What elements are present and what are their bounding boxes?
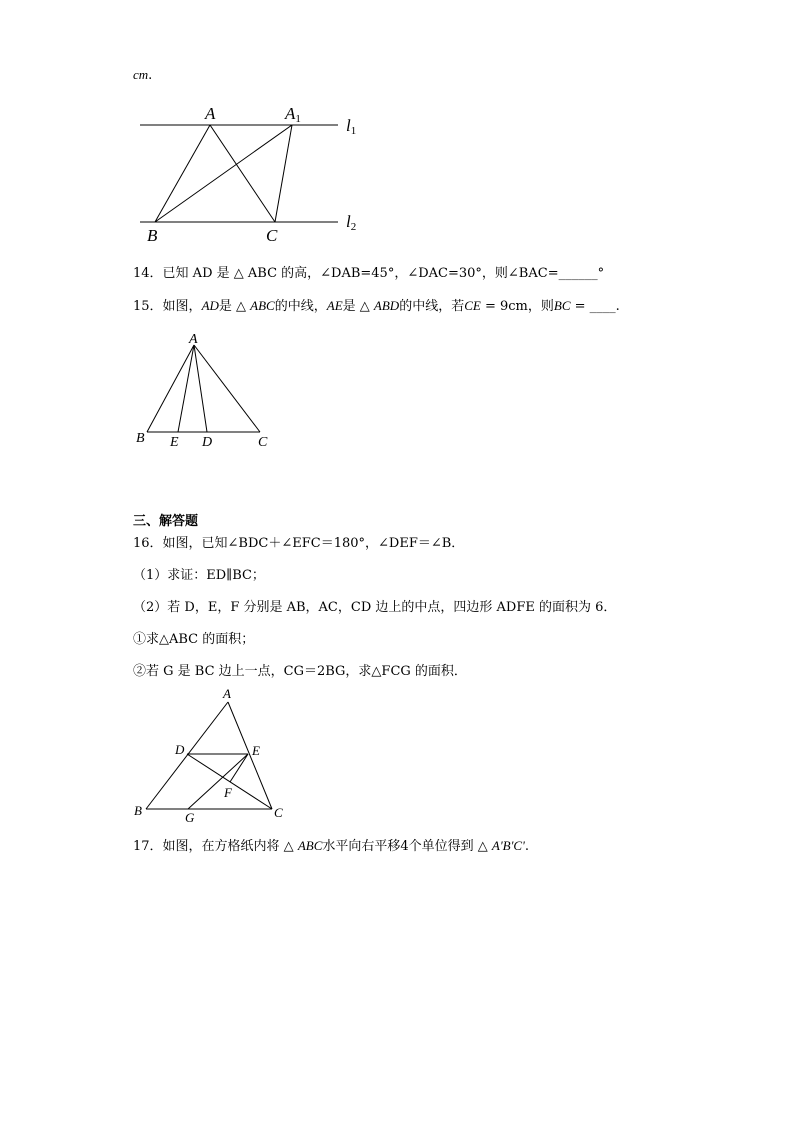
fig16-label-F: F — [224, 785, 232, 800]
fig16-label-D: D — [175, 742, 185, 757]
fig16-seg-AB — [146, 702, 228, 809]
fig15-label-A: A — [189, 332, 198, 347]
q15-t2: 是 △ — [218, 299, 251, 314]
fig16-label-A: A — [223, 686, 231, 701]
fig13-label-B: B — [147, 226, 158, 245]
fig13-label-A: A — [205, 104, 216, 123]
q13-unit: cm — [133, 67, 149, 82]
q16-part2: （2）若 D，E，F 分别是 AB，AC，CD 边上的中点，四边形 ADFE 的面积为 6． — [133, 600, 617, 615]
fig16-seg-AC — [228, 702, 272, 809]
q15-AD: AD — [201, 298, 219, 313]
q15-t4: 是 △ — [342, 299, 374, 314]
q15-BC: BC — [553, 298, 571, 313]
fig16-label-B: B — [134, 803, 142, 818]
q17-t3: . — [524, 839, 529, 854]
fig13-label-l2: l2 — [346, 212, 357, 233]
q16-sub1: ①求△ABC 的面积； — [133, 632, 255, 647]
q17-ABC: ABC — [297, 838, 323, 853]
q16-stem: 16．如图，已知∠BDC＋∠EFC＝180°，∠DEF＝∠B． — [133, 536, 465, 551]
fig16-label-E: E — [252, 743, 260, 758]
q15-num: 15． — [133, 299, 163, 314]
fig16-seg-GE — [188, 754, 248, 809]
fig16-label-G: G — [185, 810, 195, 825]
question-17 — [133, 837, 529, 856]
fig15-label-E: E — [170, 435, 179, 450]
fig16-seg-DC — [187, 754, 272, 809]
q15-ABD: ABD — [373, 298, 400, 313]
question-14: 14．已知 AD 是 △ ABC 的高，∠DAB=45°，∠DAC=30°，则∠BAC=______° — [133, 266, 605, 281]
q15-t3: 的中线， — [274, 299, 327, 314]
q15-t1: 如图， — [162, 299, 202, 314]
q17-ABC-prime: A'B'C' — [491, 838, 525, 853]
q17-t1: 如图，在方格纸内将 △ — [162, 839, 298, 854]
q15-eq1: = 9cm，则 — [480, 299, 554, 314]
q16-part1: （1）求证：ED∥BC； — [133, 568, 265, 583]
fig13-label-l1: l1 — [346, 116, 357, 137]
fig13-label-C: C — [266, 226, 278, 245]
q16-sub2: ②若 G 是 BC 边上一点，CG＝2BG，求△FCG 的面积． — [133, 664, 467, 679]
fig13-label-A1: A1 — [285, 104, 301, 125]
q13-period: . — [148, 68, 153, 83]
section-title: 三、解答题 — [133, 514, 199, 529]
q15-AE: AE — [326, 298, 343, 313]
fig16-label-C: C — [274, 805, 283, 820]
q15-CE: CE — [464, 298, 481, 313]
q17-t2: 水平向右平移4个单位得到 △ — [322, 839, 492, 854]
q15-eq2: = ____. — [570, 299, 620, 314]
fig15-label-D: D — [202, 435, 213, 450]
q17-num: 17． — [133, 839, 163, 854]
q15-ABC: ABC — [250, 298, 275, 313]
q15-t5: 的中线，若 — [399, 299, 465, 314]
fig15-label-B: B — [136, 431, 145, 446]
fig15-label-C: C — [258, 435, 268, 450]
